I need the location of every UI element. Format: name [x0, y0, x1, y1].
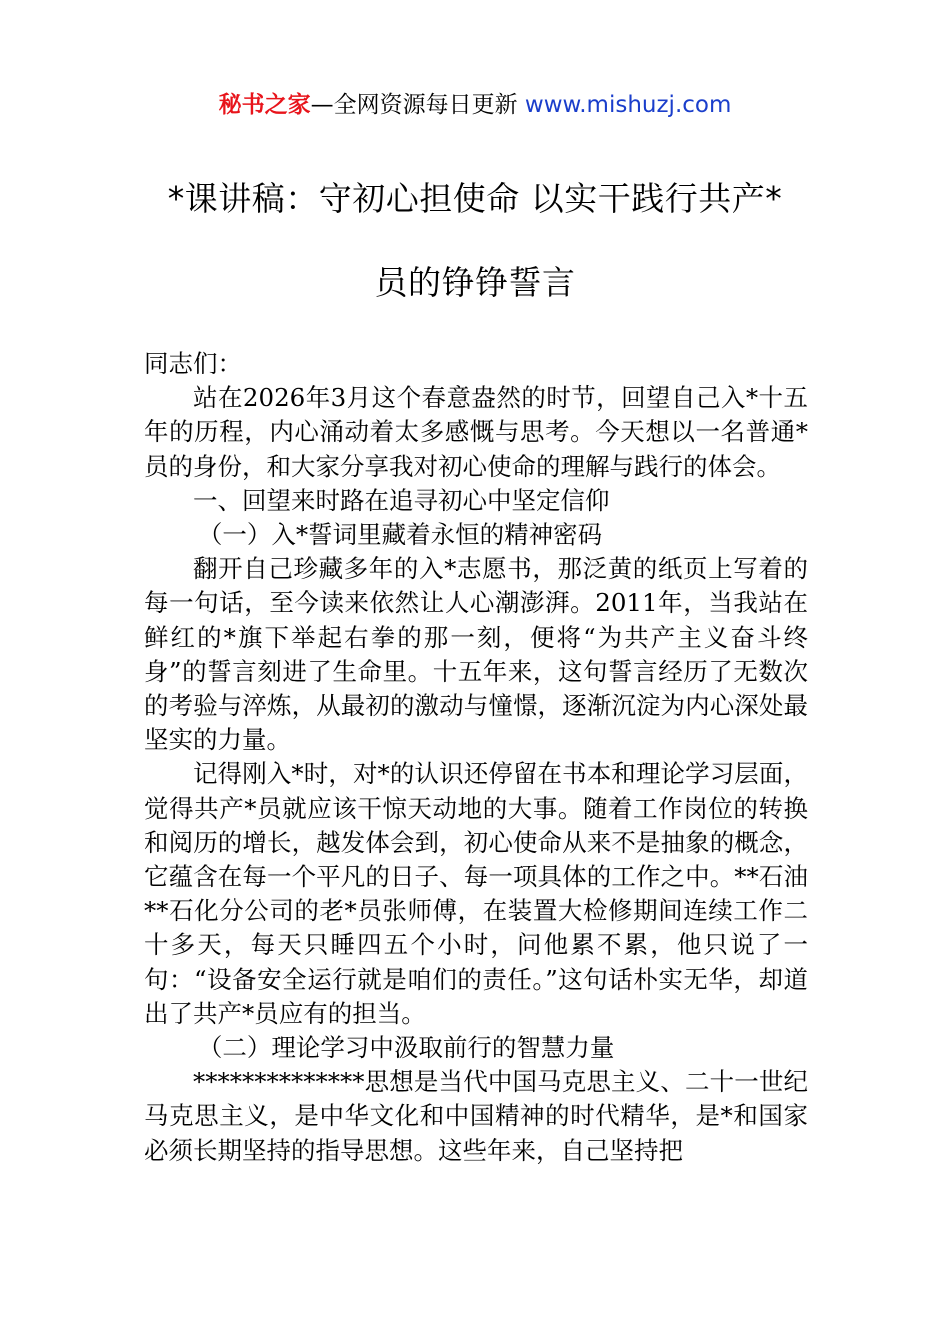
brand-name: 秘书之家 — [218, 92, 311, 118]
site-header — [0, 88, 950, 122]
subsection-1-paragraph-1: 翻开自己珍藏多年的入*志愿书，那泛黄的纸页上写着的每一句话，至今读来依然让人心潮澎湃。2011年，当我站在鲜红的*旗下举起右拳的那一刻，便将“为共产主义奋斗终身”的誓言刻进了生命里。十五年来，这句誓言经历了无数次的考验与淬炼，从最初的激动与憧憬，逐渐沉淀为内心深处最坚实的力量。 — [144, 554, 808, 755]
subsection-2-heading: （二）理论学习中汲取前行的智慧力量 — [197, 1033, 615, 1063]
salutation: 同志们： — [144, 349, 242, 378]
section-1-heading: 一、回望来时路在追寻初心中坚定信仰 — [193, 485, 610, 515]
document-title — [130, 157, 820, 325]
title-line-1: *课讲稿：守初心担使命 以实干践行共产* — [167, 179, 783, 218]
subsection-1-heading: （一）入*誓词里藏着永恒的精神密码 — [197, 520, 603, 550]
title-line-2: 员的铮铮誓言 — [374, 263, 576, 302]
intro-paragraph: 站在2026年3月这个春意盎然的时节，回望自己入*十五年的历程，内心涌动着太多感慨与思考。今天想以一名普通*员的身份，和大家分享我对初心使命的理解与践行的体会。 — [144, 383, 808, 481]
document-body — [144, 347, 808, 1168]
header-tagline: —全网资源每日更新 — [310, 92, 525, 118]
subsection-2-paragraph-1: **************思想是当代中国马克思主义、二十一世纪马克思主义，是中华文化和中国精神的时代精华，是*和国家必须长期坚持的指导思想。这些年来，自己坚持把 — [144, 1067, 808, 1165]
site-url-link[interactable]: www.mishuzj.com — [524, 92, 732, 118]
subsection-1-paragraph-2: 记得刚入*时，对*的认识还停留在书本和理论学习层面，觉得共产*员就应该干惊天动地的大事。随着工作岗位的转换和阅历的增长，越发体会到，初心使命从来不是抽象的概念，它蕴含在每一个平凡的日子、每一项具体的工作之中。**石油**石化分公司的老*员张师傅，在装置大检修期间连续工作二十多天，每天只睡四五个小时，问他累不累，他只说了一句：“设备安全运行就是咱们的责任。”这句话朴实无华，却道出了共产*员应有的担当。 — [144, 759, 808, 1028]
